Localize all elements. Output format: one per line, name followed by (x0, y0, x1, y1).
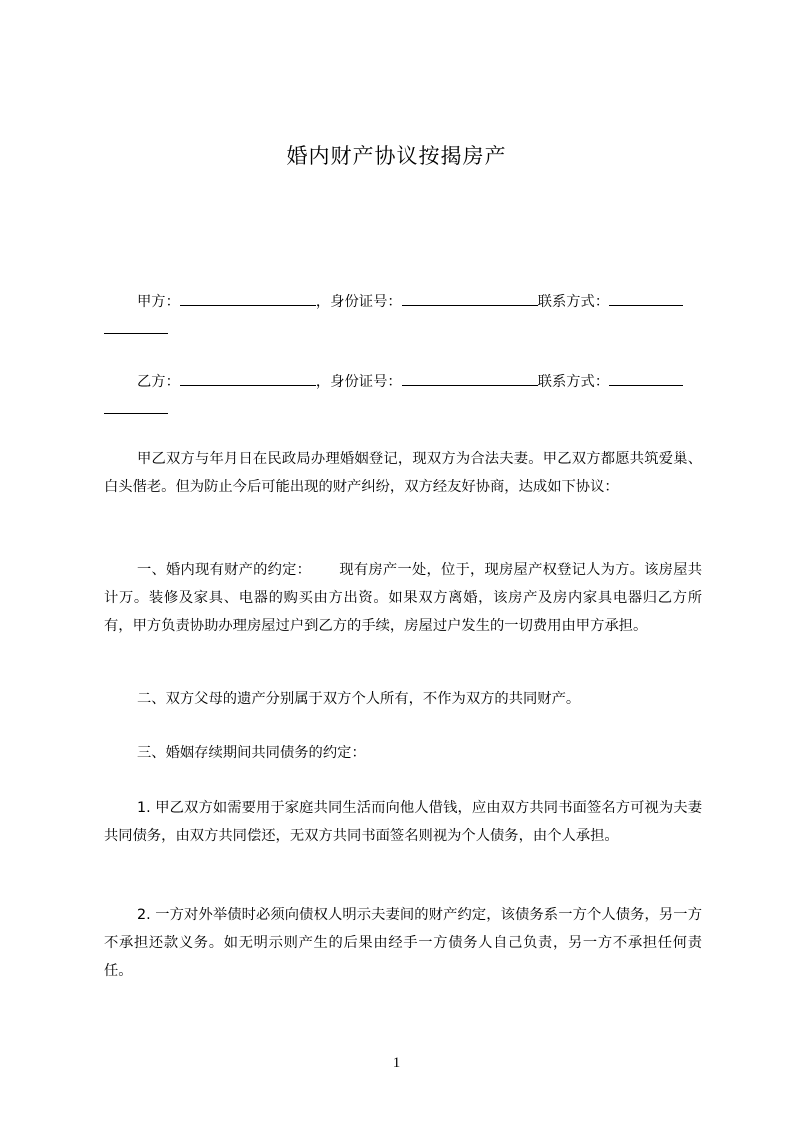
party-a-contact-label: 联系方式： (537, 294, 610, 310)
clause-1-heading: 一、婚内现有财产的约定： (137, 562, 312, 578)
party-a-contact-blank-continued[interactable] (104, 319, 168, 334)
debt-item-2: 2. 一方对外举债时必须向债权人明示夫妻间的财产约定，该债务系一方个人债务，另一方不承担还款义务。如无明示则产生的后果由经手一方债务人自己负责，另一方不承担任何责任。 (104, 907, 702, 979)
party-b-contact-blank-continued[interactable] (104, 399, 168, 414)
party-b-id-blank[interactable] (402, 371, 538, 386)
party-a-contact-blank[interactable] (609, 291, 683, 306)
party-a-id-label: ，身份证号： (315, 294, 402, 310)
party-b-contact-label: 联系方式： (537, 374, 610, 390)
party-b-label: 乙方： (137, 374, 180, 390)
party-a-id-blank[interactable] (402, 291, 538, 306)
clause-3-paragraph (104, 739, 702, 767)
party-b-contact-blank[interactable] (609, 371, 683, 386)
party-a-line (104, 288, 702, 344)
clause-3-heading: 三、婚姻存续期间共同债务的约定： (137, 745, 366, 761)
party-a-label: 甲方： (137, 294, 180, 310)
document-title: 婚内财产协议按揭房产 (286, 144, 507, 168)
clause-1-paragraph (104, 556, 702, 640)
party-b-line (104, 368, 702, 424)
party-b-id-label: ，身份证号： (315, 374, 402, 390)
party-b-name-blank[interactable] (180, 371, 316, 386)
party-a-name-blank[interactable] (180, 291, 316, 306)
debt-item-1: 1. 甲乙双方如需要用于家庭共同生活而向他人借钱，应由双方共同书面签名方可视为夫妻共同债务，由双方共同偿还，无双方共同书面签名则视为个人债务，由个人承担。 (104, 800, 702, 844)
clause-2-heading: 二、双方父母的遗产分别属于双方个人所有，不作为双方的共同财产。 (137, 691, 581, 707)
clause-2-paragraph (104, 685, 702, 713)
preamble-paragraph: 甲乙双方与年月日在民政局办理婚姻登记，现双方为合法夫妻。甲乙双方都愿共筑爱巢、白头偕老。但为防止今后可能出现的财产纠纷，双方经友好协商，达成如下协议： (104, 451, 702, 495)
clause-1-body: 现有房产一处，位于，现房屋产权登记人为方。该房屋共计万。装修及家具、电器的购买由方出资。如果双方离婚，该房产及房内家具电器归乙方所有，甲方负责协助办理房屋过户到乙方的手续，房屋过户发生的一切费用由甲方承担。 (104, 562, 703, 634)
page-number: 1 (392, 1055, 401, 1071)
